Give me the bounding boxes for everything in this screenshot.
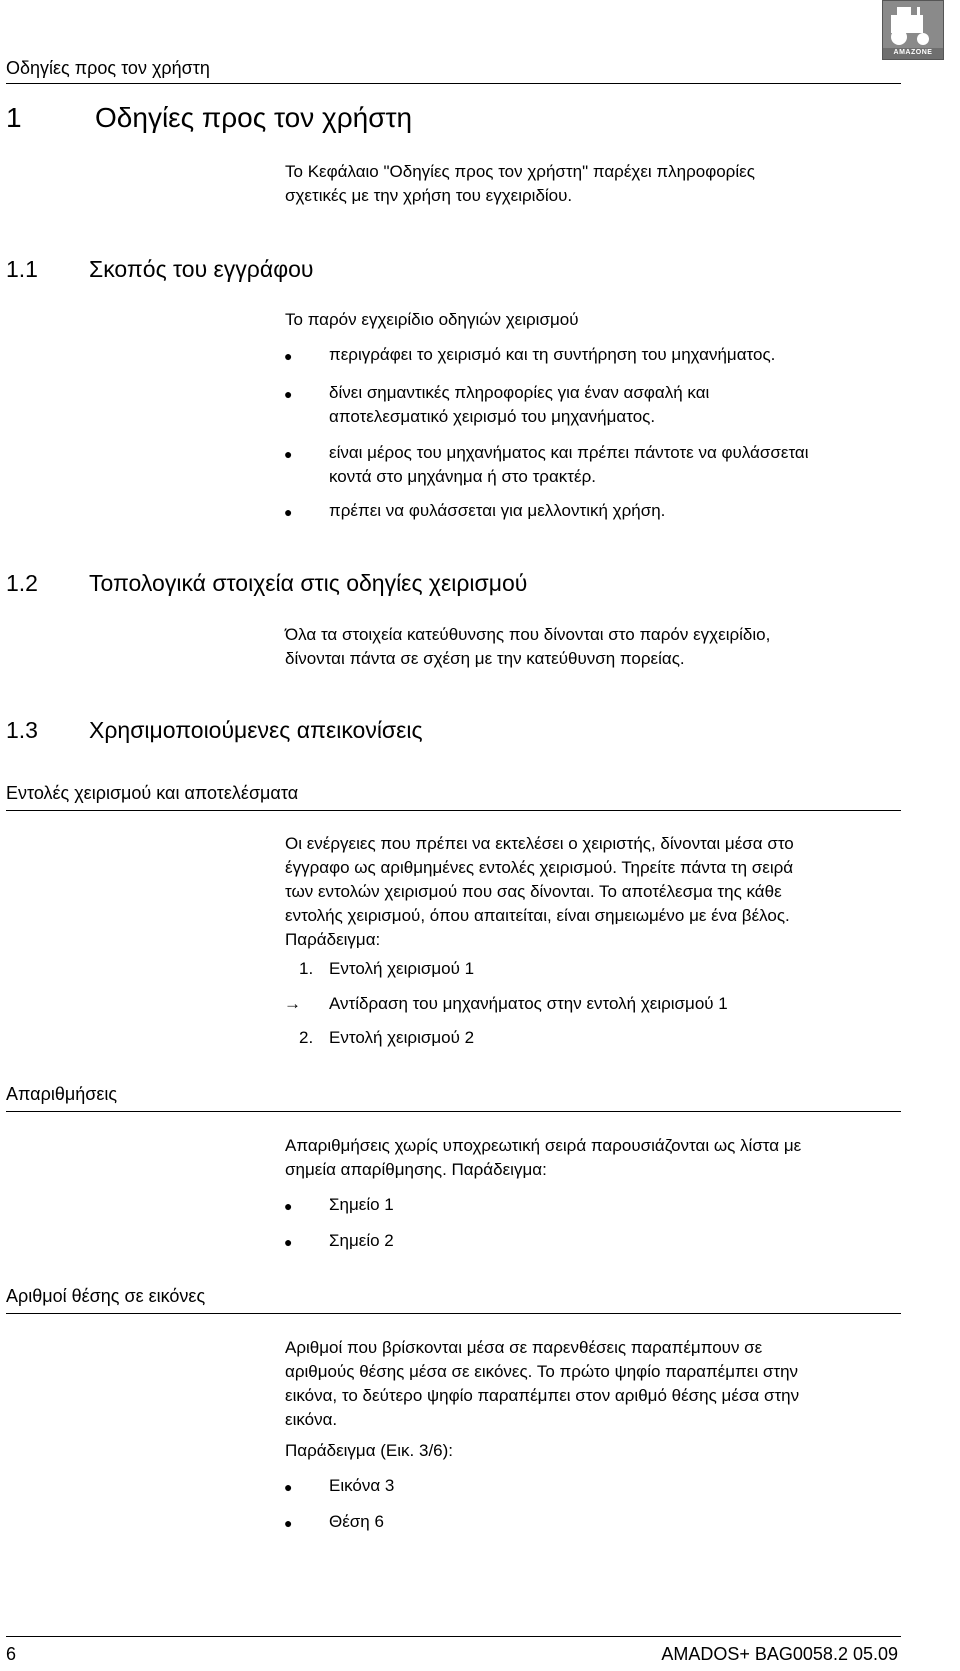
enumerations-text-line: σημεία απαρίθμησης. Παράδειγμα: <box>285 1160 547 1179</box>
position-numbers-text-line: εικόνα. <box>285 1410 338 1429</box>
result-text: Αντίδραση του μηχανήματος στην εντολή χειρισμού 1 <box>329 994 728 1013</box>
bullet-icon: ● <box>284 504 293 520</box>
step-text: Εντολή χειρισμού 1 <box>329 959 475 978</box>
running-title: Οδηγίες προς τον χρήστη <box>6 58 210 78</box>
position-numbers-heading-rule <box>6 1313 901 1314</box>
section-1-3-number: 1.3 <box>6 717 38 743</box>
section-1-intro-line-2: σχετικές με την χρήση του εγχειριδίου. <box>285 186 573 205</box>
section-1-1-intro: Το παρόν εγχειρίδιο οδηγιών χειρισμού <box>285 310 579 329</box>
list-item: δίνει σημαντικές πληροφορίες για έναν ασφαλή και <box>329 383 710 402</box>
section-1-title: Οδηγίες προς τον χρήστη <box>95 102 413 133</box>
section-1-2-number: 1.2 <box>6 570 38 596</box>
section-1-1-number: 1.1 <box>6 256 38 282</box>
position-numbers-text-line: αριθμούς θέσης μέσα σε εικόνες. Το πρώτο ψηφίο παραπέμπει στην <box>285 1362 799 1381</box>
list-item: Εικόνα 3 <box>329 1476 395 1495</box>
list-item-continuation: αποτελεσματικό χειρισμό του μηχανήματος. <box>329 407 656 426</box>
commands-text-line: έγγραφο ως αριθμημένες εντολές χειρισμού. Τηρείτε πάντα τη σειρά <box>285 858 794 877</box>
arrow-icon: → <box>284 994 301 1013</box>
commands-heading: Εντολές χειρισμού και αποτελέσματα <box>6 783 299 803</box>
bullet-icon: ● <box>284 348 293 364</box>
position-numbers-heading: Αριθμοί θέσης σε εικόνες <box>6 1286 206 1306</box>
bullet-icon: ● <box>284 1234 293 1250</box>
commands-heading-rule <box>6 810 901 811</box>
position-numbers-text-line: Αριθμοί που βρίσκονται μέσα σε παρενθέσεις παραπέμπουν σε <box>285 1338 763 1357</box>
page-number: 6 <box>6 1644 17 1664</box>
step-number: 2. <box>299 1028 314 1047</box>
position-numbers-text-line: εικόνα, το δεύτερο ψηφίο παραπέμπει στον αριθμό θέσης μέσα στην <box>285 1386 800 1405</box>
list-item: Θέση 6 <box>329 1512 384 1531</box>
section-1-2-line-1: Όλα τα στοιχεία κατεύθυνσης που δίνονται στο παρόν εγχειρίδιο, <box>285 625 771 644</box>
enumerations-text-line: Απαριθμήσεις χωρίς υποχρεωτική σειρά παρουσιάζονται ως λίστα με <box>285 1136 802 1155</box>
list-item: περιγράφει το χειρισμό και τη συντήρηση του μηχανήματος. <box>329 345 776 364</box>
list-item-continuation: κοντά στο μηχάνημα ή στο τρακτέρ. <box>329 467 596 486</box>
section-1-3-title: Χρησιμοποιούμενες απεικονίσεις <box>89 717 423 743</box>
commands-text-line: των εντολών χειρισμού που σας δίνονται. Το αποτέλεσμα της κάθε <box>285 882 782 901</box>
commands-text-line: εντολής χειρισμού, όπου απαιτείται, είναι σημειωμένο με ένα βέλος. <box>285 906 790 925</box>
bullet-icon: ● <box>284 1479 293 1495</box>
section-1-intro-line-1: Το Κεφάλαιο "Οδηγίες προς τον χρήστη" παρέχει πληροφορίες <box>285 162 755 181</box>
step-number: 1. <box>299 959 314 978</box>
document-id: AMADOS+ BAG0058.2 05.09 <box>661 1644 898 1664</box>
list-item: Σημείο 2 <box>329 1231 394 1250</box>
bullet-icon: ● <box>284 1515 293 1531</box>
header-rule <box>6 83 901 84</box>
enumerations-heading: Απαριθμήσεις <box>6 1084 118 1104</box>
position-numbers-example: Παράδειγμα (Εικ. 3/6): <box>285 1441 454 1460</box>
enumerations-heading-rule <box>6 1111 901 1112</box>
section-1-2-title: Τοπολογικά στοιχεία στις οδηγίες χειρισμού <box>89 570 528 596</box>
step-text: Εντολή χειρισμού 2 <box>329 1028 475 1047</box>
footer-rule <box>6 1636 901 1637</box>
bullet-icon: ● <box>284 446 293 462</box>
logo-text: AMAZONE <box>893 49 933 56</box>
amazone-logo <box>882 0 944 60</box>
bullet-icon: ● <box>284 1198 293 1214</box>
list-item: πρέπει να φυλάσσεται για μελλοντική χρήση. <box>329 501 666 520</box>
commands-text-line: Οι ενέργειες που πρέπει να εκτελέσει ο χειριστής, δίνονται μέσα στο <box>285 834 794 853</box>
list-item: Σημείο 1 <box>329 1195 394 1214</box>
commands-text-line: Παράδειγμα: <box>285 930 381 949</box>
list-item: είναι μέρος του μηχανήματος και πρέπει πάντοτε να φυλάσσεται <box>329 443 809 462</box>
section-1-number: 1 <box>6 102 22 133</box>
section-1-2-line-2: δίνονται πάντα σε σχέση με την κατεύθυνση πορείας. <box>285 649 685 668</box>
bullet-icon: ● <box>284 386 293 402</box>
section-1-1-title: Σκοπός του εγγράφου <box>89 256 314 282</box>
